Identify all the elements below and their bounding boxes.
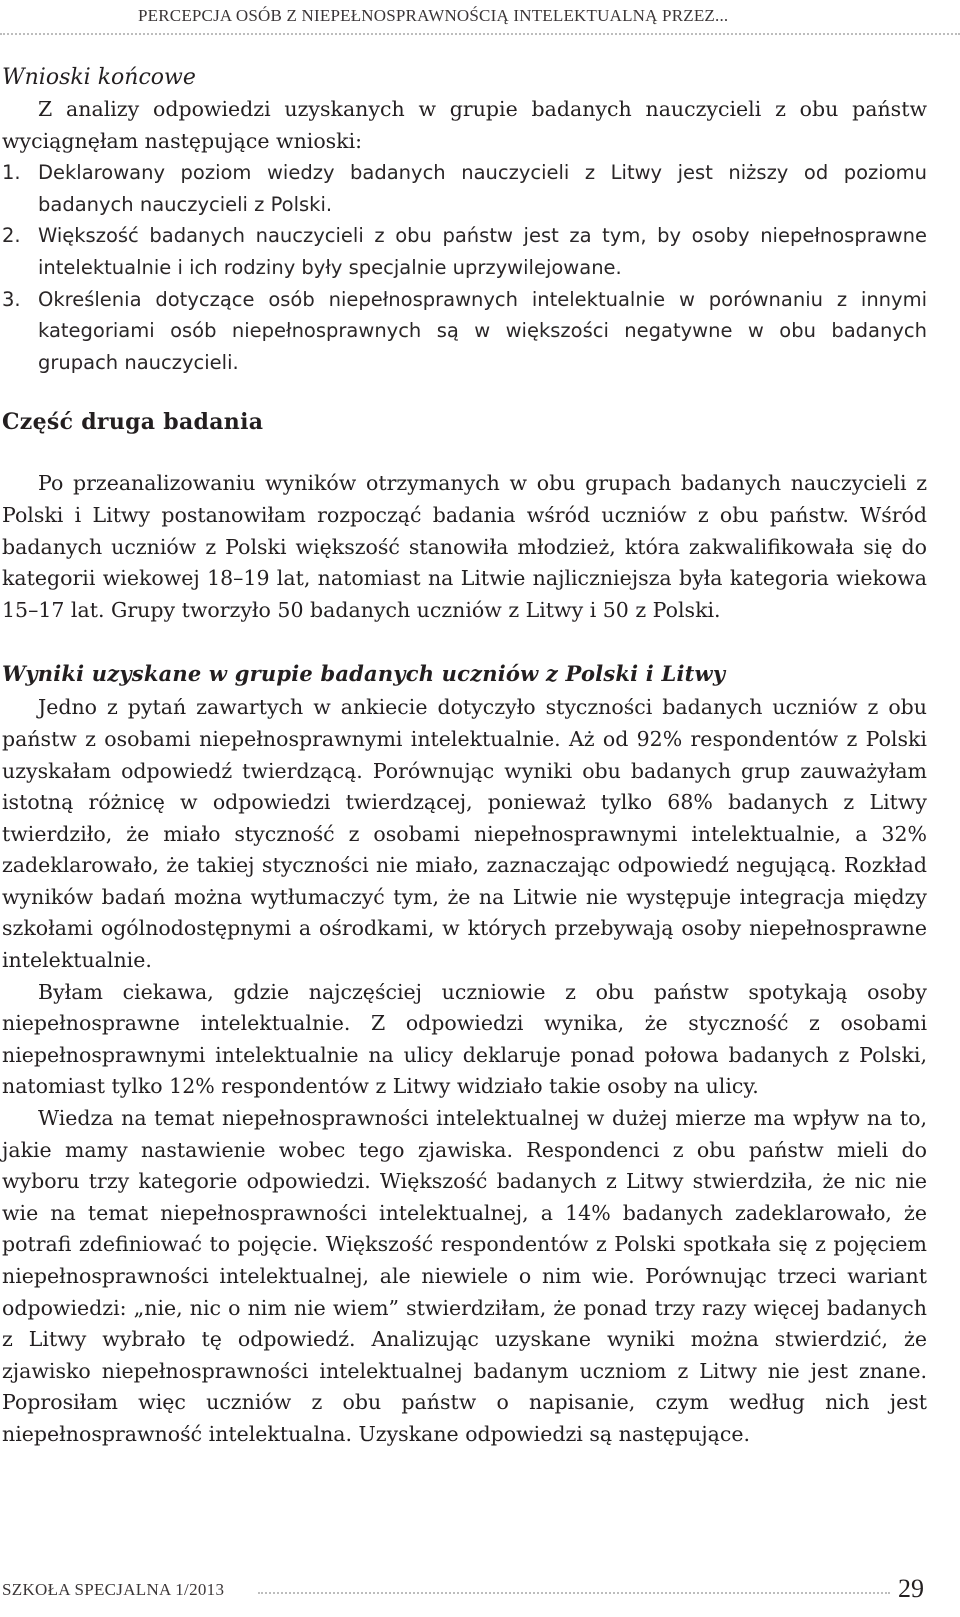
page-footer — [0, 1572, 960, 1612]
conclusion-number: 2. — [2, 224, 21, 248]
conclusion-text: Deklarowany poziom wiedzy badanych nauczycieli z Litwy jest niższy od poziomu badanych nauczycieli z Polski. — [38, 161, 927, 216]
conclusion-number: 3. — [2, 287, 21, 311]
main-content — [2, 62, 927, 1451]
conclusion-text: Określenia dotyczące osób niepełnosprawnych intelektualnie w porównaniu z innymi kategoriami osób niepełnosprawnych są w większości negatywne w obu badanych grupach nauczycieli. — [38, 287, 927, 374]
footer-dotted-rule — [258, 1592, 890, 1594]
part-two-title: Część druga badania — [2, 409, 264, 436]
conclusion-number: 1. — [2, 161, 21, 185]
results-paragraph: Jedno z pytań zawartych w ankiecie dotyczyło styczności badanych uczniów z obu państw z osobami niepełnosprawnymi intelektualnie. Aż od 92% respondentów z Polski uzyskałam odpowiedź twierdzącą. Porównując wyniki obu badanych grup zauważyłam istotną różnicę w odpowiedzi twierdzącej, ponieważ tylko 68% badanych z Litwy twierdziło, że miało styczność z osobami niepełnosprawnymi intelektualnie, a 32% zadeklarowało, że takiej styczności nie miało, zaznaczając odpowiedź negującą. Rozkład wyników badań można wytłumaczyć tym, że na Litwie nie występuje integracja między szkołami ogólnodostępnymi a ośrodkami, w których przebywają osoby niepełnosprawne intelektualnie. — [2, 695, 927, 973]
results-title: Wyniki uzyskane w grupie badanych uczniów z Polski i Litwy — [2, 661, 726, 687]
conclusions-heading: Wnioski końcowe — [2, 65, 196, 90]
running-title: PERCEPCJA OSÓB Z NIEPEŁNOSPRAWNOŚCIĄ INTELEKTUALNĄ PRZEZ... — [138, 6, 729, 25]
conclusion-item — [2, 157, 927, 220]
header-dotted-rule — [0, 33, 960, 35]
conclusion-item — [2, 284, 927, 379]
conclusion-item — [2, 220, 927, 283]
conclusions-list — [2, 157, 927, 378]
results-paragraph: Byłam ciekawa, gdzie najczęściej uczniowie z obu państw spotykają osoby niepełnosprawne intelektualnie. Z odpowiedzi wynika, że styczność z osobami niepełnosprawnymi intelektualnie na ulicy deklaruje ponad połowa badanych z Polski, natomiast tylko 12% respondentów z Litwy widziało takie osoby na ulicy. — [2, 979, 927, 1099]
page-number: 29 — [898, 1574, 924, 1603]
journal-name: SZKOŁA SPECJALNA 1/2013 — [2, 1580, 225, 1599]
conclusion-text: Większość badanych nauczycieli z obu państw jest za tym, by osoby niepełnosprawne intelektualnie i ich rodziny były specjalnie uprzywilejowane. — [38, 224, 927, 279]
running-header — [0, 0, 960, 34]
part-two-paragraph: Po przeanalizowaniu wyników otrzymanych w obu grupach badanych nauczycieli z Polski i Litwy postanowiłam rozpocząć badania wśród uczniów z obu państw. Wśród badanych uczniów z Polski większość stanowiła młodzież, która zakwalifikowała się do kategorii wiekowej 18–19 lat, natomiast na Litwie najliczniejsza była kategoria wiekowa 15–17 lat. Grupy tworzyło 50 badanych uczniów z Litwy i 50 z Polski. — [2, 471, 927, 622]
results-paragraph: Wiedza na temat niepełnosprawności intelektualnej w dużej mierze ma wpływ na to, jakie mamy nastawienie wobec tego zjawiska. Respondenci z obu państw mieli do wyboru trzy kategorie odpowiedzi. Większość badanych z Litwy stwierdziła, że nic nie wie na temat niepełnosprawności intelektualnej, a 14% badanych zadeklarowało, że potrafi zdefiniować to pojęcie. Większość respondentów z Polski spotkała się z pojęciem niepełnosprawności intelektualnej, ale niewiele o nim wie. Porównując trzeci wariant odpowiedzi: „nie, nic o nim nie wiem” stwierdziłam, że ponad trzy razy więcej badanych z Litwy wybrało tę odpowiedź. Analizując uzyskane wyniki można stwierdzić, że zjawisko niepełnosprawności intelektualnej badanym uczniom z Litwy nie jest znane. Poprosiłam więc uczniów z obu państw o napisanie, czym według nich jest niepełnosprawność intelektualna. Uzyskane odpowiedzi są następujące. — [2, 1106, 927, 1446]
conclusions-intro: Z analizy odpowiedzi uzyskanych w grupie badanych nauczycieli z obu państw wyciągnęłam następujące wnioski: — [2, 97, 927, 153]
